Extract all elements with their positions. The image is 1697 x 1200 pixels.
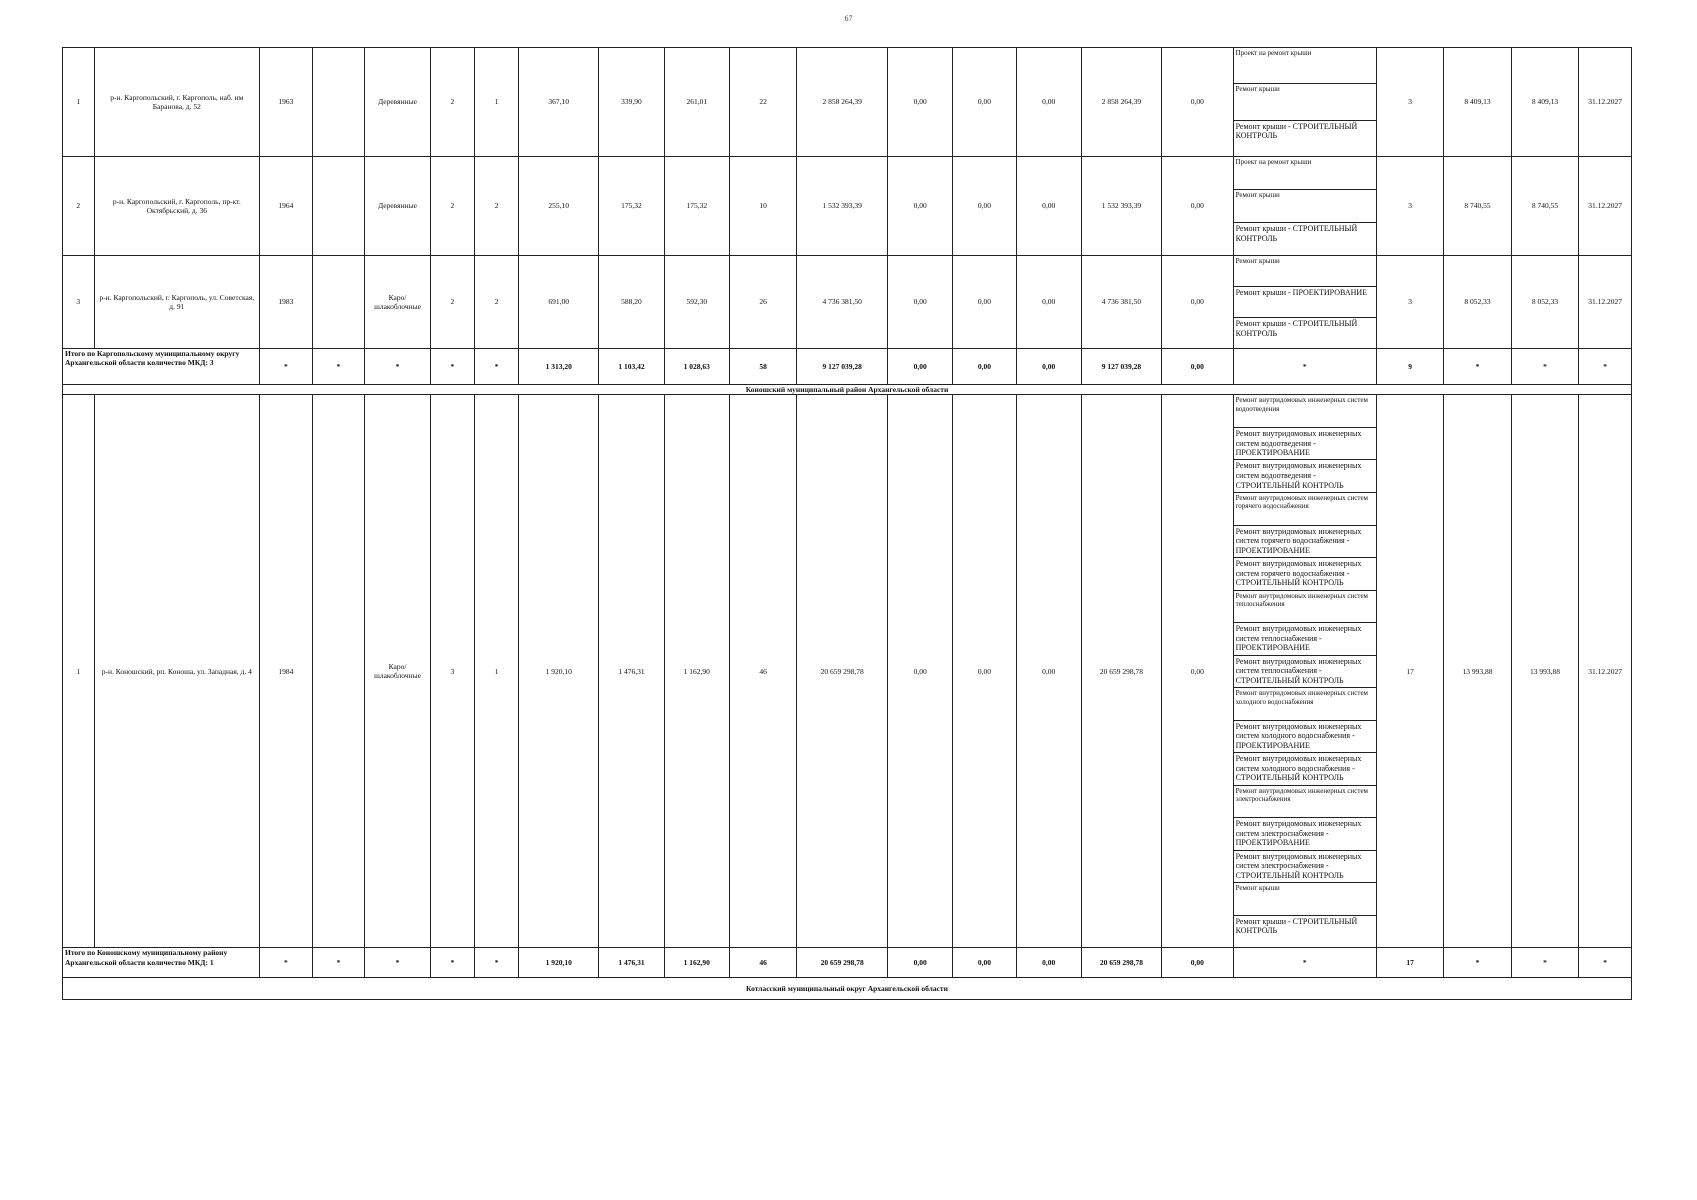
cell-unit-cost: 8 740,55 [1444,157,1511,256]
cell-count: 3 [1376,48,1443,157]
cell-unit-cost: 8 052,33 [1444,256,1511,349]
cell-year: 1964 [260,157,313,256]
total-area-living: 1 476,31 [599,948,664,978]
total-f3: 0,00 [1016,948,1081,978]
cell-works [1233,395,1376,948]
work-item: Ремонт внутридомовых инженерных систем водоотведения [1234,395,1376,428]
cell-f4: 4 736 381,50 [1081,256,1161,349]
cell-f1: 0,00 [887,256,952,349]
section-row [63,978,1632,1000]
work-item: Ремонт внутридомовых инженерных систем холодного водоснабжения - ПРОЕКТИРОВАНИЕ [1234,721,1376,754]
total-area-total: 1 313,20 [519,349,599,385]
cell-f2: 0,00 [953,395,1016,948]
work-item: Ремонт крыши - СТРОИТЕЛЬНЫЙ КОНТРОЛЬ [1235,916,1358,936]
total-f5: 0,00 [1161,948,1233,978]
cell-star: * [430,948,474,978]
total-area-living: 1 103,42 [599,349,664,385]
work-item: Ремонт внутридомовых инженерных систем электроснабжения - ПРОЕКТИРОВАНИЕ [1234,818,1376,851]
cell-address: р-н. Каргопольский, г. Каргополь, ул. Советская, д. 91 [94,256,259,349]
work-item: Ремонт крыши - ПРОЕКТИРОВАНИЕ [1234,287,1376,318]
cell-entrances: 2 [474,256,518,349]
cell-f4: 1 532 393,39 [1081,157,1161,256]
total-residents: 58 [729,349,796,385]
work-item: Ремонт крыши - СТРОИТЕЛЬНЫЙ КОНТРОЛЬ [1235,121,1358,141]
cell-deadline: 31.12.2027 [1579,48,1632,157]
cell-star: * [1511,948,1578,978]
cell-cost: 2 858 264,39 [797,48,888,157]
cell-star: * [430,349,474,385]
total-f4: 9 127 039,28 [1081,349,1161,385]
work-item: Ремонт внутридомовых инженерных систем электроснабжения - СТРОИТЕЛЬНЫЙ КОНТРОЛЬ [1234,851,1376,884]
total-area-res: 1 162,90 [664,948,729,978]
work-item: Проект на ремонт крыши [1234,157,1376,190]
work-list [1234,48,1376,156]
work-item: Ремонт внутридомовых инженерных систем водоотведения - СТРОИТЕЛЬНЫЙ КОНТРОЛЬ [1234,460,1376,493]
cell-deadline: 31.12.2027 [1579,256,1632,349]
total-label: Итого по Каргопольскому муниципальному округу Архангельской области количество МКД: 3 [63,349,260,385]
cell-ovc [312,157,365,256]
cell-f5: 0,00 [1161,157,1233,256]
cell-num: 3 [63,256,95,349]
work-list [1234,157,1376,255]
work-item: Ремонт внутридомовых инженерных систем холодного водоснабжения [1234,688,1376,721]
cell-cost: 1 532 393,39 [797,157,888,256]
cell-entrances: 2 [474,157,518,256]
work-item: Ремонт крыши [1234,84,1376,120]
cell-works [1233,256,1376,349]
cell-star: * [1233,349,1376,385]
work-item: Ремонт внутридомовых инженерных систем теплоснабжения - ПРОЕКТИРОВАНИЕ [1234,623,1376,656]
total-row [63,349,1632,385]
cell-walls: Деревянные [365,48,430,157]
cell-area-living: 588,20 [599,256,664,349]
table-row [63,256,1632,349]
table-row [63,395,1632,948]
table-row [63,48,1632,157]
cell-unit-cost: 8 409,13 [1444,48,1511,157]
cell-residents: 46 [729,395,796,948]
cell-address: р-н. Каргопольский, г. Каргополь, пр-кт. Октябрьский, д. 36 [94,157,259,256]
cell-star: * [312,948,365,978]
cell-works [1233,157,1376,256]
cell-f1: 0,00 [887,48,952,157]
cell-f5: 0,00 [1161,256,1233,349]
section-title: Котласский муниципальный округ Архангельской области [63,978,1632,1000]
cell-star: * [260,349,313,385]
cell-ovc [312,48,365,157]
cell-f4: 20 659 298,78 [1081,395,1161,948]
cell-area-total: 691,00 [519,256,599,349]
cell-f5: 0,00 [1161,395,1233,948]
cell-f1: 0,00 [887,395,952,948]
cell-residents: 10 [729,157,796,256]
cell-max-cost: 8 409,13 [1511,48,1578,157]
cell-star: * [260,948,313,978]
cell-num: 2 [63,157,95,256]
cell-address: р-н. Коношский, рп. Коноша, ул. Западная, д. 4 [94,395,259,948]
cell-num: 1 [63,48,95,157]
total-f3: 0,00 [1016,349,1081,385]
cell-num: 1 [63,395,95,948]
total-f1: 0,00 [887,948,952,978]
cell-max-cost: 8 052,33 [1511,256,1578,349]
total-f4: 20 659 298,78 [1081,948,1161,978]
total-label: Итого по Коношскому муниципальному району Архангельской области количество МКД: 1 [63,948,260,978]
cell-f4: 2 858 264,39 [1081,48,1161,157]
total-cost: 9 127 039,28 [797,349,888,385]
work-item: Ремонт внутридомовых инженерных систем горячего водоснабжения - ПРОЕКТИРОВАНИЕ [1234,526,1376,559]
cell-ovc [312,395,365,948]
work-item: Проект на ремонт крыши [1234,48,1376,84]
cell-f2: 0,00 [953,256,1016,349]
cell-unit-cost: 13 993,88 [1444,395,1511,948]
cell-f3: 0,00 [1016,256,1081,349]
work-item: Ремонт крыши [1234,190,1376,223]
work-item: Ремонт внутридомовых инженерных систем теплоснабжения [1234,591,1376,624]
cell-area-living: 1 476,31 [599,395,664,948]
section-row [63,385,1632,395]
work-item: Ремонт крыши - СТРОИТЕЛЬНЫЙ КОНТРОЛЬ [1235,224,1358,243]
total-residents: 46 [729,948,796,978]
cell-f3: 0,00 [1016,395,1081,948]
cell-works [1233,48,1376,157]
cell-area-res: 1 162,90 [664,395,729,948]
work-item: Ремонт внутридомовых инженерных систем водоотведения - ПРОЕКТИРОВАНИЕ [1234,428,1376,461]
capital-repair-table [62,47,1632,1000]
total-count: 9 [1376,349,1443,385]
cell-star: * [1444,349,1511,385]
cell-count: 3 [1376,157,1443,256]
work-item: Ремонт внутридомовых инженерных систем горячего водоснабжения [1234,493,1376,526]
cell-area-total: 367,10 [519,48,599,157]
work-item: Ремонт крыши [1234,883,1376,916]
cell-walls: Каро/ шлакоблочные [365,256,430,349]
cell-year: 1963 [260,48,313,157]
total-area-total: 1 920,10 [519,948,599,978]
total-f2: 0,00 [953,349,1016,385]
table-row [63,157,1632,256]
work-list [1234,395,1376,947]
cell-area-res: 592,30 [664,256,729,349]
cell-cost: 4 736 381,50 [797,256,888,349]
cell-deadline: 31.12.2027 [1579,157,1632,256]
cell-cost: 20 659 298,78 [797,395,888,948]
cell-entrances: 1 [474,395,518,948]
cell-area-res: 175,32 [664,157,729,256]
cell-entrances: 1 [474,48,518,157]
cell-address: р-н. Каргопольский, г. Каргополь, наб. им Баранова, д. 52 [94,48,259,157]
cell-floors: 2 [430,157,474,256]
total-f2: 0,00 [953,948,1016,978]
cell-max-cost: 8 740,55 [1511,157,1578,256]
work-item: Ремонт внутридомовых инженерных систем теплоснабжения - СТРОИТЕЛЬНЫЙ КОНТРОЛЬ [1234,656,1376,689]
cell-walls: Каро/ шлакоблочные [365,395,430,948]
cell-star: * [365,948,430,978]
cell-area-total: 255,10 [519,157,599,256]
work-item: Ремонт внутридомовых инженерных систем холодного водоснабжения - СТРОИТЕЛЬНЫЙ КОНТРОЛЬ [1234,753,1376,786]
cell-year: 1984 [260,395,313,948]
total-f1: 0,00 [887,349,952,385]
cell-area-res: 261,01 [664,48,729,157]
cell-star: * [1579,948,1632,978]
cell-area-total: 1 920,10 [519,395,599,948]
cell-count: 17 [1376,395,1443,948]
work-list [1234,256,1376,348]
cell-star: * [1444,948,1511,978]
cell-f2: 0,00 [953,157,1016,256]
cell-floors: 3 [430,395,474,948]
work-item: Ремонт внутридомовых инженерных систем горячего водоснабжения - СТРОИТЕЛЬНЫЙ КОНТРОЛЬ [1234,558,1376,591]
cell-star: * [474,948,518,978]
cell-deadline: 31.12.2027 [1579,395,1632,948]
total-cost: 20 659 298,78 [797,948,888,978]
cell-f3: 0,00 [1016,157,1081,256]
total-count: 17 [1376,948,1443,978]
total-f5: 0,00 [1161,349,1233,385]
cell-floors: 2 [430,256,474,349]
cell-f5: 0,00 [1161,48,1233,157]
cell-star: * [474,349,518,385]
cell-f2: 0,00 [953,48,1016,157]
section-title: Коношский муниципальный район Архангельской области [63,385,1632,395]
work-item: Ремонт крыши [1234,256,1376,287]
cell-star: * [1233,948,1376,978]
total-area-res: 1 028,63 [664,349,729,385]
cell-ovc [312,256,365,349]
cell-walls: Деревянные [365,157,430,256]
cell-max-cost: 13 993,88 [1511,395,1578,948]
cell-floors: 2 [430,48,474,157]
cell-year: 1983 [260,256,313,349]
cell-f1: 0,00 [887,157,952,256]
cell-area-living: 175,32 [599,157,664,256]
page-number: 67 [844,14,853,23]
cell-star: * [1511,349,1578,385]
total-row [63,948,1632,978]
cell-residents: 26 [729,256,796,349]
cell-star: * [312,349,365,385]
cell-residents: 22 [729,48,796,157]
cell-star: * [365,349,430,385]
cell-star: * [1579,349,1632,385]
cell-count: 3 [1376,256,1443,349]
work-item: Ремонт крыши - СТРОИТЕЛЬНЫЙ КОНТРОЛЬ [1235,319,1358,338]
work-item: Ремонт внутридомовых инженерных систем электроснабжения [1234,786,1376,819]
cell-f3: 0,00 [1016,48,1081,157]
cell-area-living: 339,90 [599,48,664,157]
